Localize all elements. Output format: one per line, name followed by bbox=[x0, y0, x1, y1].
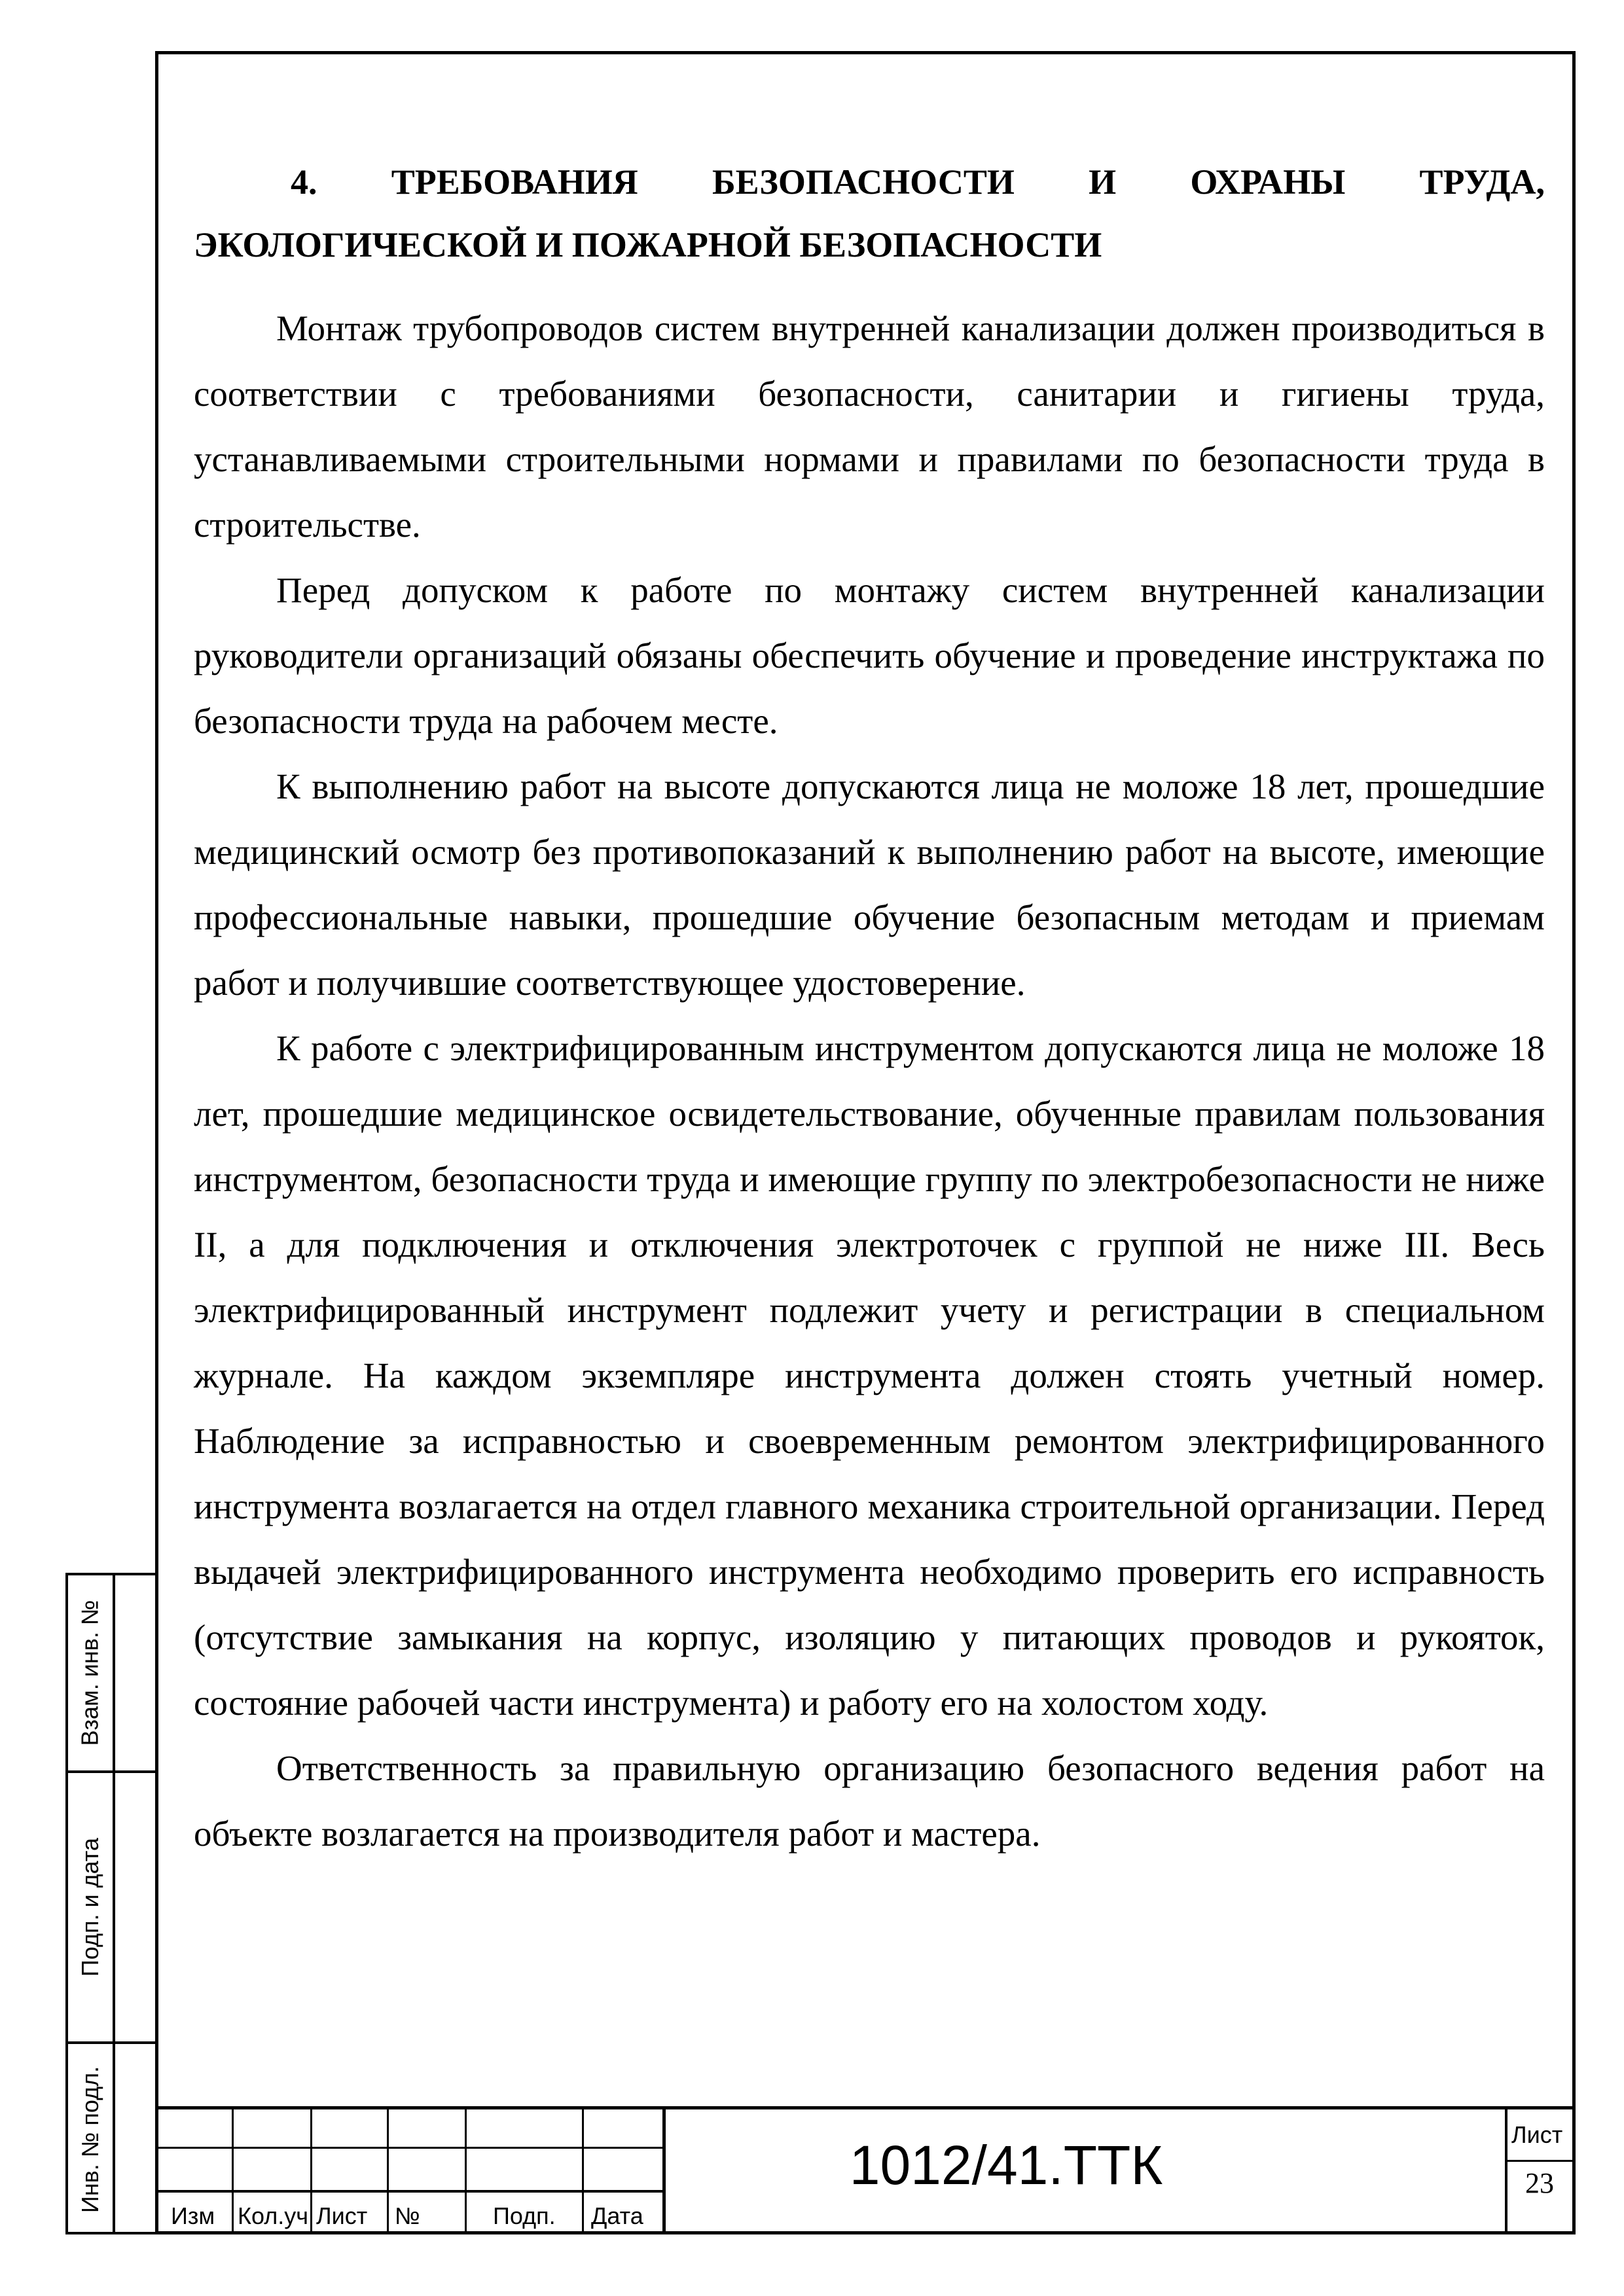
col-podp: Подп. bbox=[493, 2202, 556, 2229]
col-list: Лист bbox=[316, 2202, 368, 2229]
col-number: № bbox=[395, 2202, 420, 2229]
document-body bbox=[194, 151, 1545, 1867]
side-label-inv: Инв. № подл. bbox=[68, 2044, 115, 2234]
col-kol-uch: Кол.уч bbox=[238, 2202, 308, 2229]
sheet-number: 23 bbox=[1525, 2167, 1554, 2199]
paragraph: Монтаж трубопроводов систем внутренней канализации должен производиться в соответствии с требованиями безопасности, санитарии и гигиены труда, устанавливаемыми строительными нормами и правилами по безопасности труда в строительстве. bbox=[194, 308, 1545, 545]
paragraph: Перед допуском к работе по монтажу систем внутренней канализации руководители организаций обязаны обеспечить обучение и проведение инструктажа по безопасности труда на рабочем месте. bbox=[194, 570, 1545, 741]
paragraph: К выполнению работ на высоте допускаются лица не моложе 18 лет, прошедшие медицинский осмотр без противопоказаний к выполнению работ на высоте, имеющие профессиональные навыки, прошедшие обучение безопасным методам и приемам работ и получившие соответствующее удостоверение. bbox=[194, 766, 1545, 1003]
side-label-vzam: Взам. инв. № bbox=[68, 1575, 115, 1770]
paragraph: К работе с электрифицированным инструментом допускаются лица не моложе 18 лет, прошедшие медицинское освидетельствование, обученные правилам пользования инструментом, безопасности труда и имеющие группу по электробезопасности не ниже II, а для подключения и отключения электроточек с группой не ниже III. Весь электрифицированный инструмент подлежит учету и регистрации в специальном журнале. На каждом экземпляре инструмента должен стоять учетный номер. Наблюдение за исправностью и своевременным ремонтом электрифицированного инструмента возлагается на отдел главного механика строительной организации. Перед выдачей электрифицированного инструмента необходимо проверить его исправность (отсутствие замыкания на корпус, изоляцию у питающих проводов и рукояток, состояние рабочей части инструмента) и работу его на холостом ходу. bbox=[194, 1028, 1545, 1723]
col-izm: Изм bbox=[171, 2202, 215, 2229]
side-label-podp: Подп. и дата bbox=[68, 1773, 115, 2041]
paragraph: Ответственность за правильную организацию безопасного ведения работ на объекте возлагается на производителя работ и мастера. bbox=[194, 1748, 1545, 1854]
sheet-label: Лист bbox=[1511, 2121, 1563, 2148]
document-code: 1012/41.ТТК bbox=[849, 2134, 1163, 2196]
col-data: Дата bbox=[591, 2202, 643, 2229]
side-stamp-strip bbox=[65, 1573, 155, 2234]
title-block bbox=[155, 2106, 1576, 2234]
section-heading: 4. ТРЕБОВАНИЯ БЕЗОПАСНОСТИ И ОХРАНЫ ТРУДА, ЭКОЛОГИЧЕСКОЙ И ПОЖАРНОЙ БЕЗОПАСНОСТИ bbox=[194, 162, 1545, 264]
